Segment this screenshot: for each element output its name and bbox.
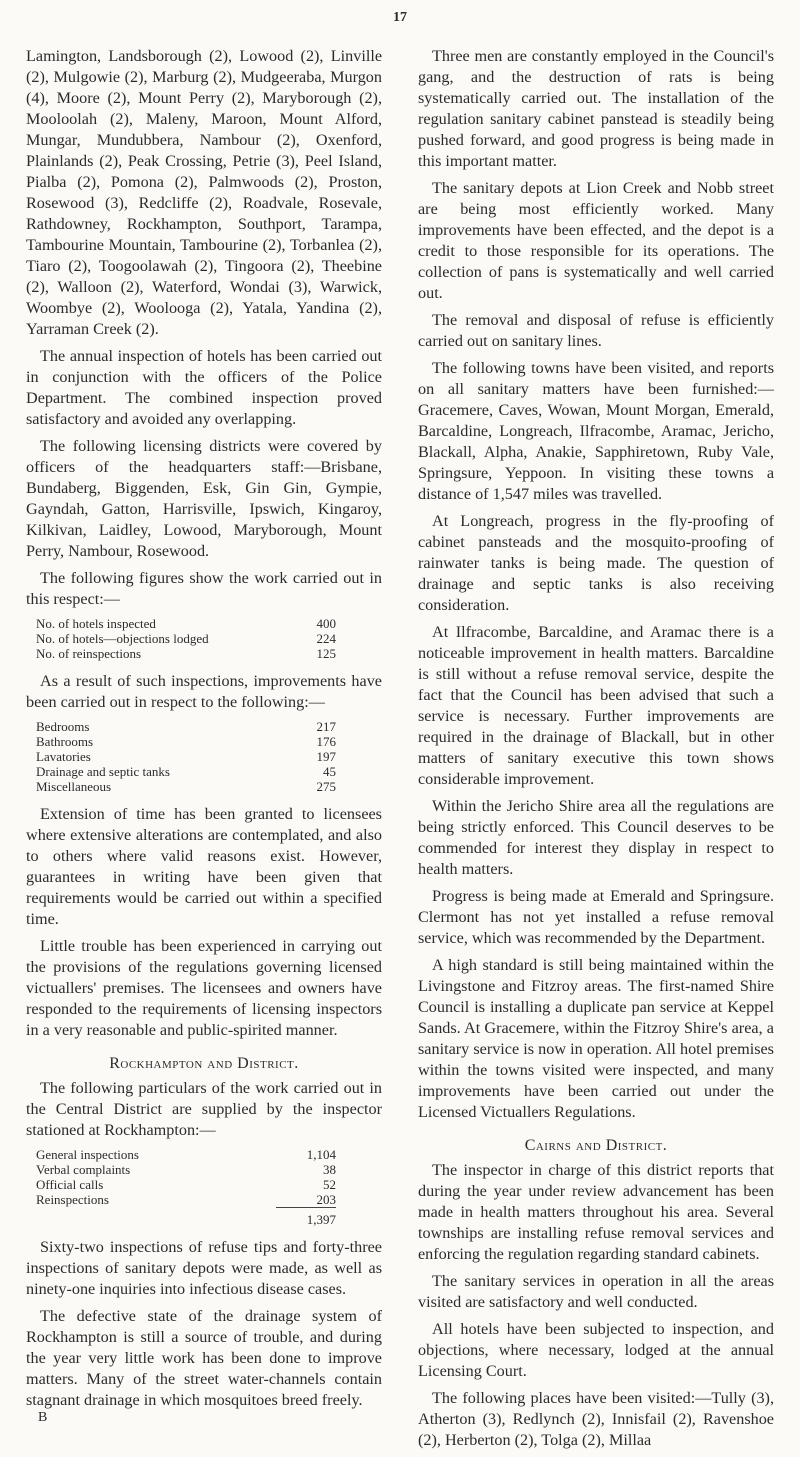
table-total-row: 1,397	[36, 1208, 336, 1228]
table-row: No. of hotels—objections lodged 224	[36, 631, 336, 646]
paragraph: The inspector in charge of this district reports that during the year under review advancement has been made in health matters throughout his area. Several townships are installing refuse removal services and enforcing the regulation regarding standard cabinets.	[418, 1161, 774, 1263]
paragraph: Three men are constantly employed in the Council's gang, and the destruction of rats is being systematically carried out. The installation of the regulation sanitary cabinet panstead is steadily being pushed forward, and good progress is being made in this important matter.	[418, 47, 774, 170]
section-heading: Rockhampton and District.	[109, 1055, 299, 1072]
paragraph: The removal and disposal of refuse is efficiently carried out on sanitary lines.	[418, 311, 774, 350]
paragraph: The following licensing districts were covered by officers of the headquarters staff:—Brisbane, Bundaberg, Biggenden, Esk, Gin Gin, Gympie, Gayndah, Gatton, Harrisville, Ipswich, Kingaroy, Kilkivan, Laidley, Lowood, Maryborough, Mount Perry, Nambour, Rosewood.	[26, 437, 382, 560]
paragraph: Sixty-two inspections of refuse tips and forty-three inspections of sanitary depots were made, as well as ninety-one inquiries into infectious disease cases.	[26, 1238, 382, 1298]
table-row: Bedrooms 217	[36, 719, 336, 734]
table-row: Bathrooms 176	[36, 734, 336, 749]
page-number: 17	[393, 10, 407, 25]
paragraph: Lamington, Landsborough (2), Lowood (2), Linville (2), Mulgowie (2), Marburg (2), Mudgeeraba, Murgon (4), Moore (2), Mount Perry (2), Maryborough (2), Mooloolah (2), Maleny, Maroon, Mount Alford, Mungar, Mundubbera, Nambour (2), Oxenford, Plainlands (2), Peak Crossing, Petrie (3), Peel Island, Pialba (2), Pomona (2), Palmwoods (2), Proston, Rosewood (3), Redcliffe (2), Roadvale, Rosevale, Rathdowney, Rockhampton, Southport, Tarampa, Tambourine Mountain, Tambourine (2), Torbanlea (2), Tiaro (2), Toogoolawah (2), Tingoora (2), Theebine (2), Walloon (2), Waterford, Wondai (3), Warwick, Woombye (2), Woolooga (2), Yatala, Yandina (2), Yarraman Creek (2).	[26, 47, 382, 338]
table-row: General inspections 1,104	[36, 1147, 336, 1162]
paragraph: Progress is being made at Emerald and Springsure. Clermont has not yet installed a refuse removal service, which was recommended by the Department.	[418, 887, 774, 947]
table-row: Lavatories 197	[36, 749, 336, 764]
table-row: Miscellaneous 275	[36, 779, 336, 794]
paragraph: The sanitary services in operation in all the areas visited are satisfactory and well conducted.	[418, 1272, 774, 1311]
paragraph: As a result of such inspections, improvements have been carried out in respect to the following:—	[26, 672, 382, 711]
table-row: Reinspections 203	[36, 1192, 336, 1208]
paragraph: Within the Jericho Shire area all the regulations are being strictly enforced. This Council deserves to be commended for interest they display in respect to health matters.	[418, 797, 774, 878]
paragraph: The following particulars of the work carried out in the Central District are supplied by the inspector stationed at Rockhampton:—	[26, 1079, 382, 1139]
paragraph: The defective state of the drainage system of Rockhampton is still a source of trouble, and during the year very little work has been done to improve matters. Many of the street water-channels contain stagnant drainage in which mosquitoes breed freely.	[26, 1307, 382, 1409]
improvements-table	[36, 719, 336, 794]
paragraph: Little trouble has been experienced in carrying out the provisions of the regulations governing licensed victuallers' premises. The licensees and owners have responded to the requirements of licensing inspectors in a very reasonable and public-spirited manner.	[26, 937, 382, 1039]
paragraph: The following places have been visited:—Tully (3), Atherton (3), Redlynch (2), Innisfail (2), Ravenshoe (2), Herberton (2), Tolga (2), Millaa	[418, 1389, 774, 1449]
left-column	[26, 46, 382, 1417]
right-column	[418, 46, 774, 1457]
table-row: No. of hotels inspected 400	[36, 616, 336, 631]
paragraph: At Ilfracombe, Barcaldine, and Aramac there is a noticeable improvement in health matters. Barcaldine is still without a refuse removal service, despite the fact that the Council has been advised that such a service is necessary. Further improvements are required in the drainage of Blackall, but in other matters of sanitary executive this town shows considerable improvement.	[418, 623, 774, 788]
paragraph: Extension of time has been granted to licensees where extensive alterations are contemplated, and also to others where valid reasons exist. However, guarantees in writing have been given that requirements would be carried out within a specified time.	[26, 805, 382, 928]
paragraph: At Longreach, progress in the fly-proofing of cabinet pansteads and the mosquito-proofing of rainwater tanks is being made. The question of drainage and septic tanks is also receiving consideration.	[418, 512, 774, 614]
table-row: Verbal complaints 38	[36, 1162, 336, 1177]
paragraph: The following figures show the work carried out in this respect:—	[26, 569, 382, 608]
section-heading: Cairns and District.	[524, 1137, 668, 1154]
rockhampton-work-table	[36, 1147, 336, 1227]
table-row: No. of reinspections 125	[36, 646, 336, 661]
table-row: Official calls 52	[36, 1177, 336, 1192]
hotel-inspections-table	[36, 616, 336, 661]
paragraph: The following towns have been visited, and reports on all sanitary matters have been furnished:—Gracemere, Caves, Wowan, Mount Morgan, Emerald, Barcaldine, Longreach, Ilfracombe, Aramac, Jericho, Blackall, Alpha, Anakie, Sapphiretown, Ruby Vale, Springsure, Yeppoon. In visiting these towns a distance of 1,547 miles was travelled.	[418, 359, 774, 503]
table-row: Drainage and septic tanks 45	[36, 764, 336, 779]
signature-letter: B	[38, 1410, 48, 1425]
paragraph: All hotels have been subjected to inspection, and objections, where necessary, lodged at the annual Licensing Court.	[418, 1320, 774, 1380]
paragraph: The sanitary depots at Lion Creek and Nobb street are being most efficiently worked. Many improvements have been effected, and the depot is a credit to those responsible for its operations. The collection of pans is systematically and well carried out.	[418, 179, 774, 302]
paragraph: The annual inspection of hotels has been carried out in conjunction with the officers of the Police Department. The combined inspection proved satisfactory and avoided any overlapping.	[26, 347, 382, 428]
paragraph: A high standard is still being maintained within the Livingstone and Fitzroy areas. The first-named Shire Council is installing a duplicate pan service at Keppel Sands. At Gracemere, within the Fitzroy Shire's area, a sanitary service is now in operation. All hotel premises within the towns visited were inspected, and many improvements have been carried out under the Licensed Victuallers Regulations.	[418, 956, 774, 1121]
